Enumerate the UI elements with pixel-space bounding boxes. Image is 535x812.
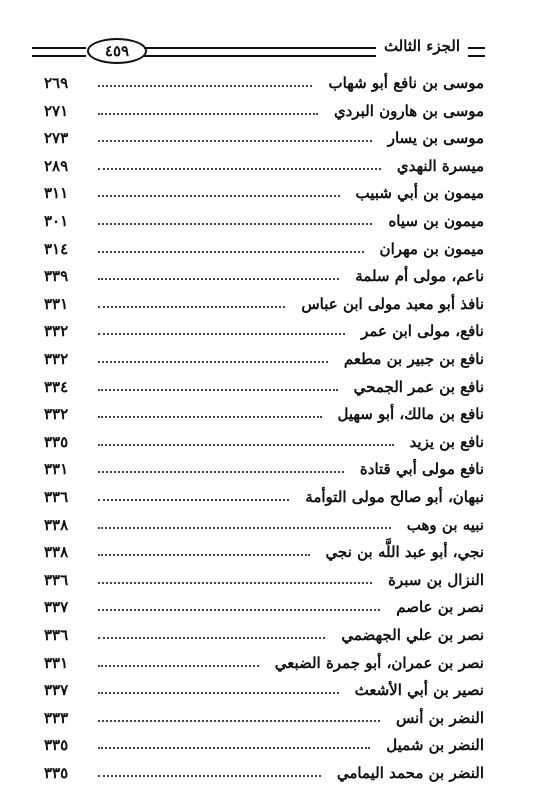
index-entry xyxy=(44,291,484,317)
entry-page-number: ٢٨٩ xyxy=(44,156,69,175)
entry-page-number: ٣٣٢ xyxy=(44,350,69,368)
index-entry xyxy=(44,429,484,455)
entry-page-number: ٣٣١ xyxy=(44,460,69,479)
entry-page-number: ٣٣٨ xyxy=(44,543,69,562)
index-entry xyxy=(44,456,484,482)
entry-name: نصير بن أبي الأشعث xyxy=(354,681,484,700)
dot-leader xyxy=(98,389,338,391)
dot-leader xyxy=(98,444,394,446)
entry-page-number: ٣٣٧ xyxy=(44,598,69,617)
dot-leader xyxy=(98,665,259,667)
dot-leader xyxy=(98,637,325,639)
entry-name: نصر بن عمران، أبو جمرة الضبعي xyxy=(274,653,484,672)
index-entry xyxy=(44,346,484,372)
index-entry xyxy=(44,650,484,676)
entry-name: النضر بن محمد اليمامي xyxy=(336,764,484,782)
entry-page-number: ٣٣٥ xyxy=(44,764,69,782)
entry-name: النضر بن شميل xyxy=(386,736,484,755)
entry-page-number: ٣٣٣ xyxy=(44,708,69,727)
entry-page-number: ٣١١ xyxy=(44,184,69,203)
entry-page-number: ٢٧١ xyxy=(44,101,69,120)
index-entry xyxy=(44,263,484,289)
header-rule-middle xyxy=(144,47,376,57)
entry-name: نافع مولى أبي قتادة xyxy=(359,460,484,479)
index-entry xyxy=(44,236,484,262)
index-entry xyxy=(44,594,484,620)
index-entry xyxy=(44,180,484,206)
entry-page-number: ٢٧٣ xyxy=(44,129,69,148)
entry-page-number: ٣٣٤ xyxy=(44,377,69,396)
dot-leader xyxy=(98,609,380,611)
entry-page-number: ٣٣٦ xyxy=(44,626,69,644)
header-rule-right xyxy=(468,47,485,57)
dot-leader xyxy=(98,306,285,308)
entry-name: ميمون بن سياه xyxy=(388,212,484,230)
entry-page-number: ٣٣٨ xyxy=(44,515,69,534)
entry-page-number: ٣٣٩ xyxy=(44,267,69,286)
entry-name: نافع بن جبير بن مطعم xyxy=(343,350,484,368)
index-entry xyxy=(44,512,484,538)
entry-name: نبهان، أبو صالح مولى التوأمة xyxy=(305,488,484,506)
entry-name: موسى بن هارون البردي xyxy=(333,101,484,120)
entry-name: نافع بن يزيد xyxy=(409,432,484,451)
index-entry xyxy=(44,760,484,786)
dot-leader xyxy=(98,499,289,501)
index-entry xyxy=(44,732,484,758)
dot-leader xyxy=(98,416,322,418)
dot-leader xyxy=(98,582,372,584)
dot-leader xyxy=(98,195,340,197)
index-entry xyxy=(44,153,484,179)
entry-page-number: ٣٠١ xyxy=(44,212,69,230)
entry-page-number: ٣٣٢ xyxy=(44,322,69,341)
dot-leader xyxy=(98,527,391,529)
index-entry xyxy=(44,622,484,648)
dot-leader xyxy=(98,361,328,363)
entry-name: ناعم، مولى أم سلمة xyxy=(355,267,484,286)
entry-page-number: ٣٣٧ xyxy=(44,681,69,700)
entry-name: نصر بن علي الجهضمي xyxy=(341,626,484,644)
index-entry xyxy=(44,705,484,731)
dot-leader xyxy=(98,333,345,335)
entry-name: نافع، مولى ابن عمر xyxy=(361,322,484,341)
dot-leader xyxy=(98,720,380,722)
entry-page-number: ٣٣٦ xyxy=(44,488,69,506)
entry-page-number: ٣٣٥ xyxy=(44,432,69,451)
entry-name: نافذ أبو معبد مولى ابن عباس xyxy=(301,294,484,313)
entry-name: النزال بن سبرة xyxy=(388,570,484,589)
dot-leader xyxy=(98,223,372,225)
page-number: ٤٥٩ xyxy=(87,38,147,64)
header-rule-left xyxy=(32,47,86,57)
entry-page-number: ٢٦٩ xyxy=(44,74,69,92)
entry-name: النضر بن أنس xyxy=(395,708,484,727)
entry-page-number: ٣٣١ xyxy=(44,653,69,672)
index-entry xyxy=(44,374,484,400)
index-entry xyxy=(44,677,484,703)
entry-name: ميمون بن أبي شبيب xyxy=(355,184,484,203)
entry-page-number: ٣٣٥ xyxy=(44,736,69,755)
entry-page-number: ٣١٤ xyxy=(44,239,69,258)
entry-name: موسى بن نافع أبو شهاب xyxy=(328,74,484,92)
index-entry xyxy=(44,539,484,565)
entry-name: موسى بن يسار xyxy=(387,129,484,148)
entry-name: ميسرة النهدي xyxy=(396,156,484,175)
index-entry xyxy=(44,98,484,124)
running-title: الجزء الثالث xyxy=(383,37,461,55)
entry-page-number: ٣٣١ xyxy=(44,294,69,313)
dot-leader xyxy=(98,278,339,280)
dot-leader xyxy=(98,85,312,87)
entry-name: نافع بن مالك، أبو سهيل xyxy=(337,405,484,424)
dot-leader xyxy=(98,471,344,473)
index-entry xyxy=(44,125,484,151)
entry-name: نصر بن عاصم xyxy=(396,598,484,617)
index-entry xyxy=(44,208,484,234)
dot-leader xyxy=(98,113,318,115)
entry-name: ميمون بن مهران xyxy=(379,239,484,258)
dot-leader xyxy=(98,692,339,694)
entry-page-number: ٣٣٦ xyxy=(44,570,69,589)
entry-name: نافع بن عمر الجمحي xyxy=(353,377,484,396)
index-entry xyxy=(44,70,484,96)
index-entry xyxy=(44,567,484,593)
dot-leader xyxy=(98,554,310,556)
page-header xyxy=(32,34,485,64)
dot-leader xyxy=(98,140,372,142)
index-entry xyxy=(44,318,484,344)
dot-leader xyxy=(98,168,381,170)
entry-page-number: ٣٣٢ xyxy=(44,405,69,424)
index-entry xyxy=(44,401,484,427)
dot-leader xyxy=(98,747,370,749)
index-entry xyxy=(44,484,484,510)
dot-leader xyxy=(98,775,321,777)
entry-name: نبيه بن وهب xyxy=(406,515,484,534)
entry-name: نجي، أبو عبد اللَّه بن نجي xyxy=(325,543,484,562)
dot-leader xyxy=(98,251,364,253)
